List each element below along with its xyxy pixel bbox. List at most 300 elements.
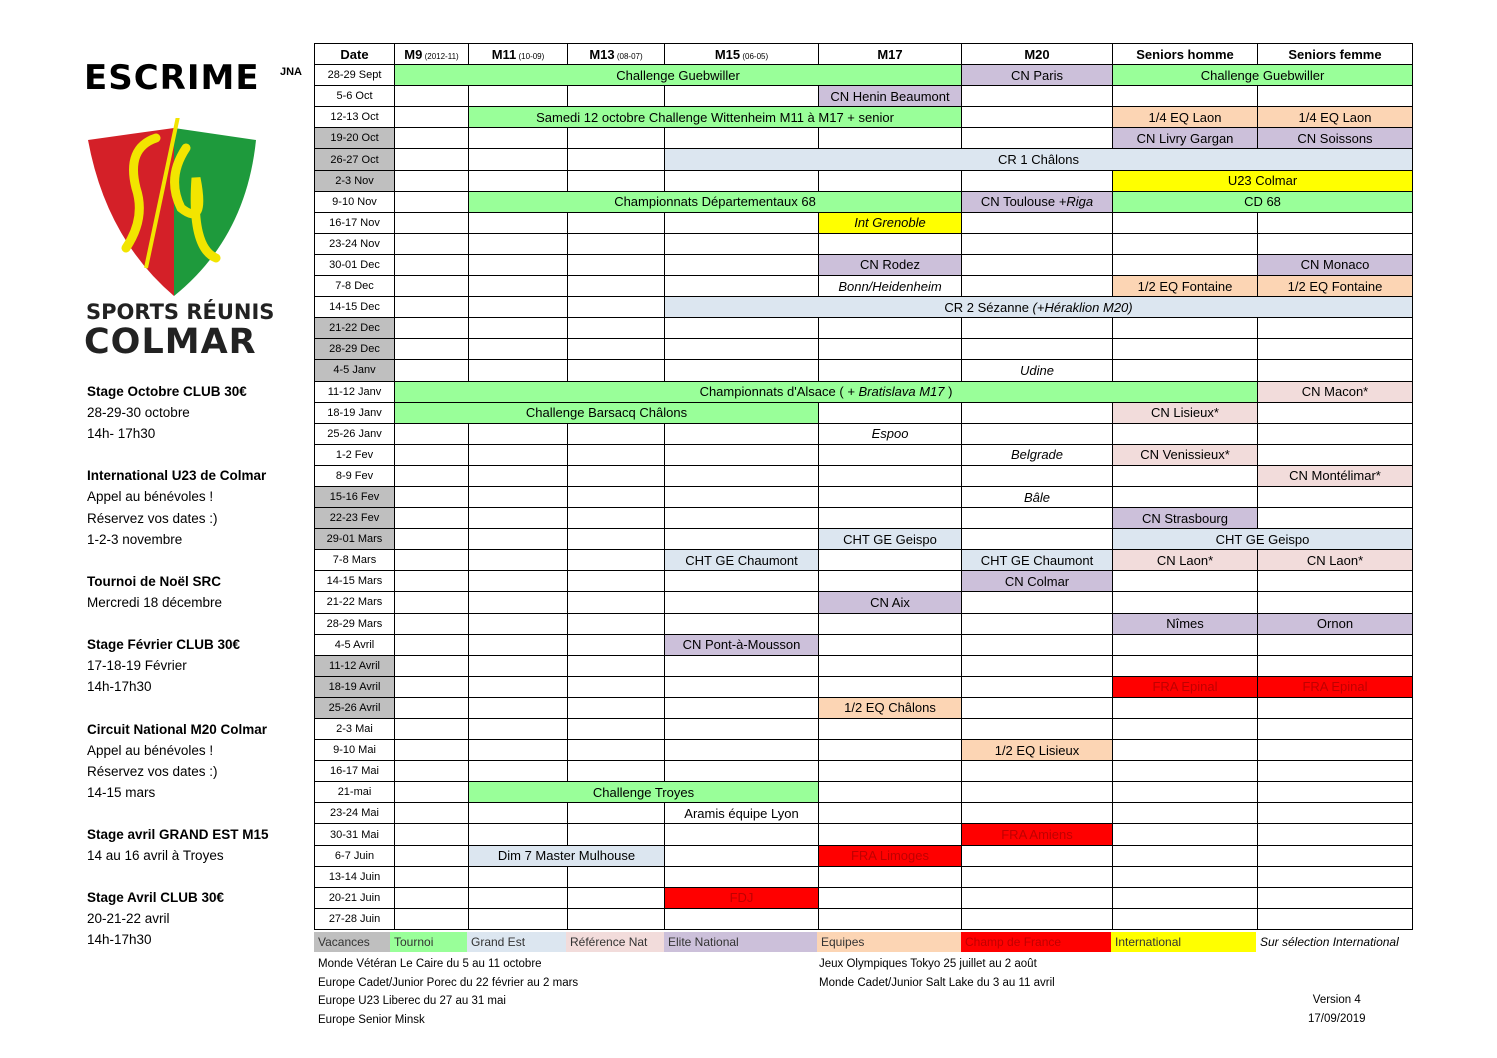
empty-cell [1258,719,1413,740]
empty-cell [1258,845,1413,866]
announcement-line: Appel au bénévoles ! [87,489,214,505]
date-cell: 2-3 Nov [315,170,395,191]
empty-cell [962,107,1113,128]
event-cell [962,824,1113,845]
date-cell: 22-23 Fev [315,508,395,529]
empty-cell [568,360,665,381]
empty-cell [962,634,1113,655]
event-cell [1258,465,1413,486]
empty-cell [1113,908,1258,929]
event-name: FDJ [729,890,754,906]
calendar-row [315,170,1413,191]
date-cell: 7-8 Dec [315,276,395,297]
empty-cell [395,571,469,592]
empty-cell [1258,402,1413,423]
calendar-row [315,65,1413,86]
empty-cell [568,254,665,275]
event-cell [1113,170,1413,191]
empty-cell [395,529,469,550]
empty-cell [469,866,568,887]
empty-cell [568,571,665,592]
column-header-label: Seniors homme [1136,46,1234,62]
date-cell: 12-13 Oct [315,107,395,128]
event-cell [962,550,1113,571]
event-name: Int Grenoble [854,215,926,231]
empty-cell [665,676,819,697]
event-cell [665,803,819,824]
empty-cell [1113,233,1258,254]
empty-cell [1258,486,1413,507]
calendar-row [315,86,1413,107]
empty-cell [469,676,568,697]
empty-cell [395,866,469,887]
empty-cell [469,444,568,465]
club-name-line1: SPORTS RÉUNIS [86,300,275,324]
date-cell: 13-14 Juin [315,866,395,887]
column-header-years: (08-07) [614,51,643,61]
date-cell: 16-17 Mai [315,761,395,782]
empty-cell [1113,86,1258,107]
empty-cell [665,845,819,866]
empty-cell [568,550,665,571]
event-name: CHT GE Chaumont [685,552,798,568]
empty-cell [395,276,469,297]
calendar-row [315,845,1413,866]
calendar-row [315,887,1413,908]
legend-item: Elite National [664,932,817,952]
event-name: CN Monaco [1300,257,1370,273]
club-name-line2: COLMAR [84,322,257,362]
date-cell: 14-15 Mars [315,571,395,592]
column-header-label: Date [340,46,369,62]
empty-cell [665,508,819,529]
event-name: Bâle [1023,489,1051,505]
event-name: CN Henin Beaumont [830,88,950,104]
event-cell [1258,128,1413,149]
empty-cell [395,339,469,360]
empty-cell [395,676,469,697]
empty-cell [1113,465,1258,486]
empty-cell [1258,697,1413,718]
event-name: CN Soissons [1297,130,1373,146]
event-cell [962,191,1113,212]
date-cell: 14-15 Dec [315,297,395,318]
calendar-row [315,740,1413,761]
empty-cell [469,86,568,107]
legend-item: Sur sélection International [1256,932,1412,952]
event-name: U23 Colmar [1227,173,1298,189]
announcement-line: 17-18-19 Février [87,658,187,674]
column-header-label: Seniors femme [1288,46,1382,62]
event-name: 1/2 EQ Lisieux [994,742,1080,758]
event-cell [819,86,962,107]
empty-cell [819,318,962,339]
announcement-block [87,887,307,950]
date-cell: 28-29 Mars [315,613,395,634]
date-cell: 1-2 Fev [315,444,395,465]
event-cell [962,571,1113,592]
empty-cell [395,233,469,254]
event-name: Bonn/Heidenheim [838,278,942,294]
date-cell: 7-8 Mars [315,550,395,571]
event-cell [819,423,962,444]
event-name: Challenge Guebwiller [616,67,740,83]
event-cell [819,592,962,613]
date-cell: 9-10 Mai [315,740,395,761]
event-cell [469,107,962,128]
empty-cell [568,423,665,444]
empty-cell [819,634,962,655]
empty-cell [1258,233,1413,254]
footer-left-events [318,955,578,1029]
empty-cell [819,233,962,254]
event-name: CN Strasbourg [1142,510,1228,526]
event-cell [1258,254,1413,275]
event-cell [819,845,962,866]
empty-cell [568,676,665,697]
event-name: CR 2 Sézanne [944,299,1033,315]
empty-cell [469,761,568,782]
calendar-row [315,655,1413,676]
empty-cell [665,824,819,845]
empty-cell [568,233,665,254]
empty-cell [395,128,469,149]
empty-cell [469,697,568,718]
announcement-title: Stage Avril CLUB 30€ [87,890,225,906]
legend-item: Grand Est [467,932,566,952]
empty-cell [962,318,1113,339]
empty-cell [568,128,665,149]
column-header [665,44,819,65]
empty-cell [962,719,1113,740]
date-cell: 23-24 Mai [315,803,395,824]
empty-cell [1113,339,1258,360]
date-cell: 28-29 Dec [315,339,395,360]
date-cell: 19-20 Oct [315,128,395,149]
empty-cell [1258,782,1413,803]
event-name: Aramis équipe Lyon [684,805,799,821]
announcement-line: 20-21-22 avril [87,911,170,927]
legend-item: Champ de France [961,932,1111,952]
empty-cell [1258,740,1413,761]
event-name: CHT GE Geispo [1215,531,1310,547]
event-cell [665,887,819,908]
calendar-row [315,508,1413,529]
empty-cell [469,318,568,339]
event-cell [962,444,1113,465]
announcement-line: Réservez vos dates :) [87,510,218,526]
column-header-years: (2012-11) [422,51,459,61]
empty-cell [665,212,819,233]
empty-cell [1113,318,1258,339]
empty-cell [395,613,469,634]
event-cell [962,360,1113,381]
calendar-row [315,360,1413,381]
empty-cell [395,803,469,824]
empty-cell [962,128,1113,149]
date-cell: 30-31 Mai [315,824,395,845]
empty-cell [395,508,469,529]
calendar-row [315,402,1413,423]
empty-cell [568,212,665,233]
empty-cell [819,908,962,929]
announcement-title: Stage avril GRAND EST M15 [87,826,269,842]
event-name: CHT GE Chaumont [980,552,1094,568]
announcement-line: 14-15 mars [87,784,156,800]
column-header-label: M17 [877,46,903,62]
column-header [1258,44,1413,65]
empty-cell [665,360,819,381]
empty-cell [1258,803,1413,824]
empty-cell [962,676,1113,697]
empty-cell [568,697,665,718]
version-date: 17/09/2019 [1308,1012,1366,1025]
empty-cell [469,339,568,360]
empty-cell [568,761,665,782]
empty-cell [395,444,469,465]
empty-cell [1113,782,1258,803]
empty-cell [665,866,819,887]
empty-cell [469,887,568,908]
empty-cell [1113,360,1258,381]
empty-cell [395,149,469,170]
empty-cell [819,360,962,381]
date-cell: 18-19 Janv [315,402,395,423]
empty-cell [962,402,1113,423]
calendar-row [315,634,1413,655]
legend-item: Tournoi [390,932,467,952]
calendar-header-row [315,44,1413,65]
empty-cell [395,86,469,107]
empty-cell [819,761,962,782]
column-header-label: M11 [491,46,517,62]
empty-cell [568,465,665,486]
empty-cell [962,170,1113,191]
empty-cell [962,908,1113,929]
announcement-block [87,381,307,444]
footer-event: Monde Cadet/Junior Salt Lake du 3 au 11 avril [819,976,1055,989]
event-name: Championnats Départementaux 68 [614,194,816,210]
empty-cell [568,866,665,887]
announcement-block [87,634,307,697]
empty-cell [1258,339,1413,360]
event-cell [1258,381,1413,402]
calendar-row [315,233,1413,254]
date-cell: 9-10 Nov [315,191,395,212]
event-cell [1113,107,1258,128]
date-cell: 23-24 Nov [315,233,395,254]
empty-cell [819,866,962,887]
footer-event: Jeux Olympiques Tokyo 25 juillet au 2 août [819,958,1037,970]
event-name: CN Lisieux* [1151,405,1219,421]
empty-cell [665,339,819,360]
calendar-row [315,297,1413,318]
empty-cell [962,866,1113,887]
empty-cell [1113,697,1258,718]
calendar-row [315,149,1413,170]
date-cell: 11-12 Janv [315,381,395,402]
empty-cell [962,845,1113,866]
empty-cell [469,233,568,254]
empty-cell [665,592,819,613]
event-name: Udine [1020,362,1054,378]
escrime-title: ESCRIME [84,58,260,98]
empty-cell [819,887,962,908]
date-cell: 8-9 Fev [315,465,395,486]
date-cell: 5-6 Oct [315,86,395,107]
empty-cell [469,719,568,740]
date-cell: 15-16 Fev [315,486,395,507]
date-cell: 6-7 Juin [315,845,395,866]
announcement-line: Réservez vos dates :) [87,763,218,779]
date-cell: 4-5 Avril [315,634,395,655]
empty-cell [568,592,665,613]
event-cell [1258,550,1413,571]
event-name: CN Macon* [1301,384,1369,400]
empty-cell [819,550,962,571]
empty-cell [665,697,819,718]
empty-cell [395,360,469,381]
empty-cell [1258,423,1413,444]
empty-cell [1113,761,1258,782]
empty-cell [962,233,1113,254]
empty-cell [395,697,469,718]
empty-cell [665,908,819,929]
empty-cell [568,339,665,360]
event-name: FRA Epinal [1152,679,1218,695]
event-name: CN Toulouse [980,194,1059,210]
event-cell [1113,550,1258,571]
announcement-line: 14h- 17h30 [87,426,156,442]
empty-cell [469,613,568,634]
empty-cell [395,318,469,339]
event-name: 1/2 EQ Fontaine [1287,278,1383,294]
legend-item: Equipes [817,932,961,952]
date-cell: 26-27 Oct [315,149,395,170]
empty-cell [962,423,1113,444]
empty-cell [819,782,962,803]
empty-cell [395,719,469,740]
event-name: Nîmes [1166,616,1204,632]
calendar-row [315,761,1413,782]
empty-cell [665,128,819,149]
column-header [568,44,665,65]
event-name: 1/2 EQ Châlons [844,700,936,716]
empty-cell [395,908,469,929]
announcement-line: Mercredi 18 décembre [87,594,223,610]
empty-cell [469,170,568,191]
event-note: (+Héraklion M20) [1032,299,1133,315]
event-name: CN Rodez [860,257,920,273]
empty-cell [395,845,469,866]
calendar-table [314,43,1413,930]
event-cell [1258,613,1413,634]
empty-cell [1258,444,1413,465]
empty-cell [962,86,1113,107]
empty-cell [469,550,568,571]
empty-cell [469,824,568,845]
empty-cell [665,170,819,191]
event-name: FRA Amiens [1001,827,1073,843]
event-note: + Bratislava M17 [847,384,945,400]
column-header-label: M13 [589,46,615,62]
empty-cell [1113,592,1258,613]
announcement-block [87,719,307,803]
empty-cell [665,423,819,444]
event-cell [1113,276,1258,297]
event-name: 1/2 EQ Fontaine [1137,278,1233,294]
empty-cell [469,529,568,550]
calendar-row [315,191,1413,212]
empty-cell [469,128,568,149]
event-name: CN Montélimar* [1289,468,1381,484]
event-cell [665,550,819,571]
empty-cell [962,782,1113,803]
empty-cell [962,529,1113,550]
empty-cell [568,613,665,634]
date-cell: 20-21 Juin [315,887,395,908]
empty-cell [819,486,962,507]
announcement-block [87,824,307,866]
event-name: CN Aix [870,594,910,610]
empty-cell [962,212,1113,233]
empty-cell [962,887,1113,908]
column-header-label: M9 [404,46,423,62]
calendar-row [315,529,1413,550]
empty-cell [395,212,469,233]
calendar-row [315,128,1413,149]
empty-cell [1113,740,1258,761]
legend-item: International [1111,932,1256,952]
empty-cell [395,634,469,655]
event-cell [1113,65,1413,86]
empty-cell [1113,655,1258,676]
empty-cell [1113,571,1258,592]
empty-cell [665,571,819,592]
empty-cell [665,486,819,507]
empty-cell [469,486,568,507]
empty-cell [395,824,469,845]
announcement-line: 14h-17h30 [87,932,152,948]
empty-cell [568,276,665,297]
empty-cell [395,486,469,507]
empty-cell [1258,318,1413,339]
announcement-title: Stage Février CLUB 30€ [87,637,241,653]
empty-cell [1113,212,1258,233]
empty-cell [568,86,665,107]
event-name: Challenge Barsacq Châlons [525,405,688,421]
empty-cell [469,740,568,761]
announcement-title: Tournoi de Noël SRC [87,573,221,589]
empty-cell [819,444,962,465]
empty-cell [568,655,665,676]
empty-cell [395,191,469,212]
empty-cell [819,402,962,423]
empty-cell [665,719,819,740]
version-label: Version 4 [1312,994,1361,1006]
event-name: FRA Epinal [1302,679,1368,695]
event-cell [819,212,962,233]
event-cell [395,402,819,423]
event-name: Dim 7 Master Mulhouse [497,848,636,864]
event-cell [665,634,819,655]
empty-cell [819,613,962,634]
empty-cell [819,339,962,360]
event-cell [1113,676,1258,697]
empty-cell [819,128,962,149]
empty-cell [568,486,665,507]
calendar-row [315,465,1413,486]
